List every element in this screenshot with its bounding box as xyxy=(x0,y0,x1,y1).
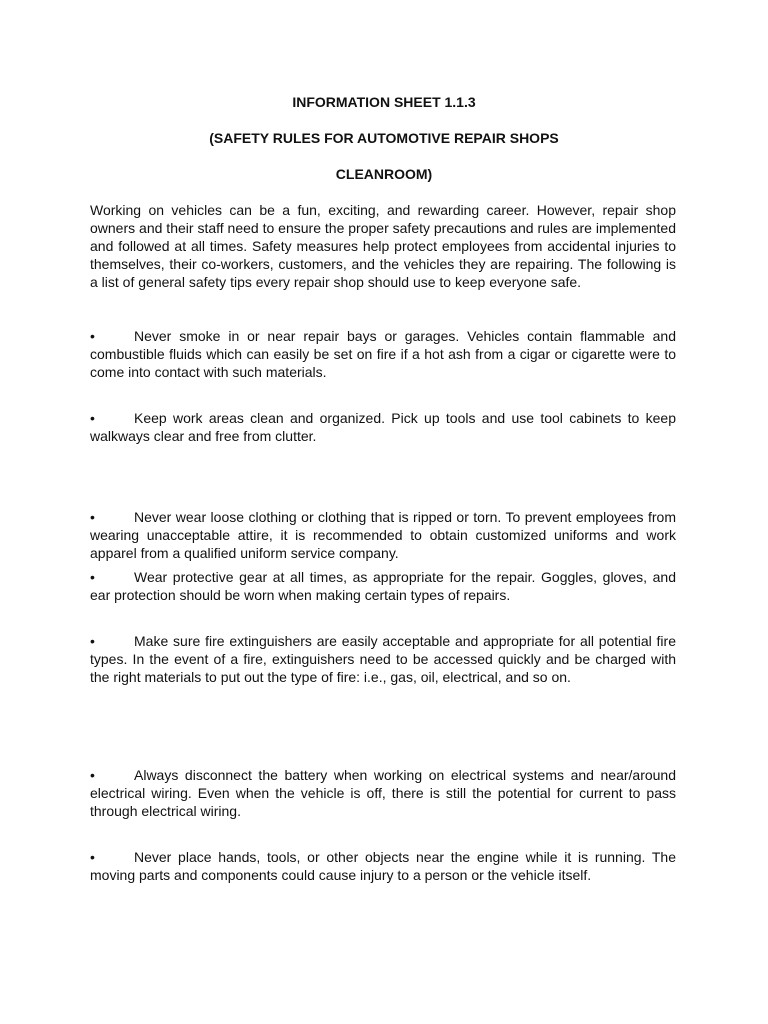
bullet-icon: • xyxy=(90,767,95,783)
document-subtitle-line-2: CLEANROOM) xyxy=(335,166,433,182)
safety-rule-item xyxy=(90,848,676,884)
safety-rule-text: Never smoke in or near repair bays or garages. Vehicles contain flammable and combustible fluids which can easily be set on fire if a hot ash from a cigar or cigarette were to come into contact with such materials. xyxy=(90,328,676,380)
safety-rule-text: Make sure fire extinguishers are easily acceptable and appropriate for all potential fire types. In the event of a fire, extinguishers need to be accessed quickly and be charged with the right materials to put out the type of fire: i.e., gas, oil, electrical, and so on. xyxy=(90,633,676,685)
bullet-icon: • xyxy=(90,328,95,344)
bullet-icon: • xyxy=(90,569,95,585)
safety-rule-item xyxy=(90,327,676,381)
safety-rule-item xyxy=(90,632,676,686)
bullet-icon: • xyxy=(90,633,95,649)
document-title: INFORMATION SHEET 1.1.3 xyxy=(292,94,476,110)
safety-rule-text: Wear protective gear at all times, as appropriate for the repair. Goggles, gloves, and ear protection should be worn when making certain types of repairs. xyxy=(90,569,676,603)
safety-rule-item xyxy=(90,409,676,445)
safety-rule-text: Never place hands, tools, or other objects near the engine while it is running. The moving parts and components could cause injury to a person or the vehicle itself. xyxy=(90,849,676,883)
document-subtitle-line-1: (SAFETY RULES FOR AUTOMOTIVE REPAIR SHOPS xyxy=(209,130,559,146)
bullet-icon: • xyxy=(90,509,95,525)
safety-rule-item xyxy=(90,508,676,562)
safety-rule-text: Keep work areas clean and organized. Pick up tools and use tool cabinets to keep walkways clear and free from clutter. xyxy=(90,410,676,444)
safety-rule-item xyxy=(90,766,676,820)
safety-rule-item xyxy=(90,568,676,604)
bullet-icon: • xyxy=(90,849,95,865)
intro-paragraph: Working on vehicles can be a fun, exciting, and rewarding career. However, repair shop owners and their staff need to ensure the proper safety precautions and rules are implemented and followed at all times. Safety measures help protect employees from accidental injuries to themselves, their co-workers, customers, and the vehicles they are repairing. The following is a list of general safety tips every repair shop should use to keep everyone safe. xyxy=(90,202,676,290)
safety-rule-text: Always disconnect the battery when working on electrical systems and near/around electrical wiring. Even when the vehicle is off, there is still the potential for current to pass through electrical wiring. xyxy=(90,767,676,819)
safety-rule-text: Never wear loose clothing or clothing that is ripped or torn. To prevent employees from wearing unacceptable attire, it is recommended to obtain customized uniforms and work apparel from a qualified uniform service company. xyxy=(90,509,676,561)
bullet-icon: • xyxy=(90,410,95,426)
